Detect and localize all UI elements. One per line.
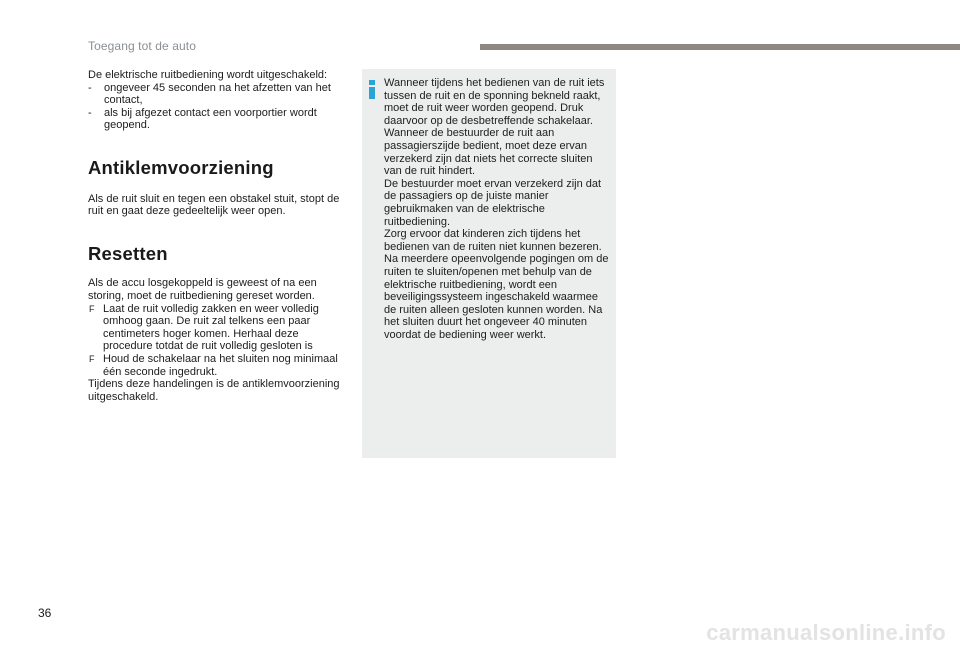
section-header-title: Toegang tot de auto [88,39,196,53]
list-item-text: Laat de ruit volledig zakken en weer volledig omhoog gaan. De ruit zal telkens een paar centimeters hoger komen. Herhaal deze procedure totdat de ruit volledig gesloten is [103,302,319,353]
section-heading-resetten: Resetten [88,242,168,264]
antiklem-text: Als de ruit sluit en tegen een obstakel stuit, stopt de ruit en gaat deze gedeeltelijk weer open. [88,192,340,218]
left-column [88,69,350,403]
header-bar [480,44,960,50]
reset-intro-text: Als de accu losgekoppeld is geweest of na een storing, moet de ruitbediening gereset worden. [88,277,317,302]
info-icon [368,80,376,99]
info-paragraph: Na meerdere opeenvolgende pogingen om de ruiten te sluiten/openen met behulp van de elektrische ruitbediening, wordt een beveiligingssysteem ingeschakeld waarmee de ruiten alleen gesloten kunnen worden. Na het sluiten duurt het ongeveer 40 minuten voordat de bediening weer werkt. [384,253,609,341]
dash-marker: - [88,106,92,119]
list-item [88,353,350,378]
list-item-text: als bij afgezet contact een voorportier wordt geopend. [104,106,317,132]
list-item-text: ongeveer 45 seconden na het afzetten van het contact, [104,81,331,107]
intro-text: De elektrische ruitbediening wordt uitgeschakeld: [88,69,328,81]
info-paragraph: Zorg ervoor dat kinderen zich tijdens het bedienen van de ruiten niet kunnen bezeren. [384,228,602,253]
list-item [88,82,350,107]
step-marker: F [89,353,95,364]
list-item [88,107,350,132]
reset-steps-list [88,303,350,379]
list-item-text: Houd de schakelaar na het sluiten nog minimaal één seconde ingedrukt. [103,352,338,378]
info-paragraph: Wanneer tijdens het bedienen van de ruit iets tussen de ruit en de sponning bekneld raakt, moet de ruit weer worden geopend. Druk daarvoor op de desbetreffende schakelaar. [384,77,605,127]
section-heading-antiklem: Antiklemvoorziening [88,156,274,178]
watermark: carmanualsonline.info [706,620,946,645]
info-text [384,77,610,341]
step-marker: F [89,303,95,314]
info-box [362,69,616,458]
info-paragraph: Wanneer de bestuurder de ruit aan passagierszijde bedient, moet deze ervan verzekerd zijn dat niets het correcte sluiten van de ruit hindert. [384,127,593,178]
info-paragraph: De bestuurder moet ervan verzekerd zijn dat de passagiers op de juiste manier gebruikmaken van de elektrische ruitbediening. [384,177,602,228]
page-number: 36 [38,606,52,620]
intro-list [88,82,350,132]
list-item [88,303,350,353]
reset-outro-text: Tijdens deze handelingen is de antiklemvoorziening uitgeschakeld. [88,378,340,403]
dash-marker: - [88,81,92,94]
